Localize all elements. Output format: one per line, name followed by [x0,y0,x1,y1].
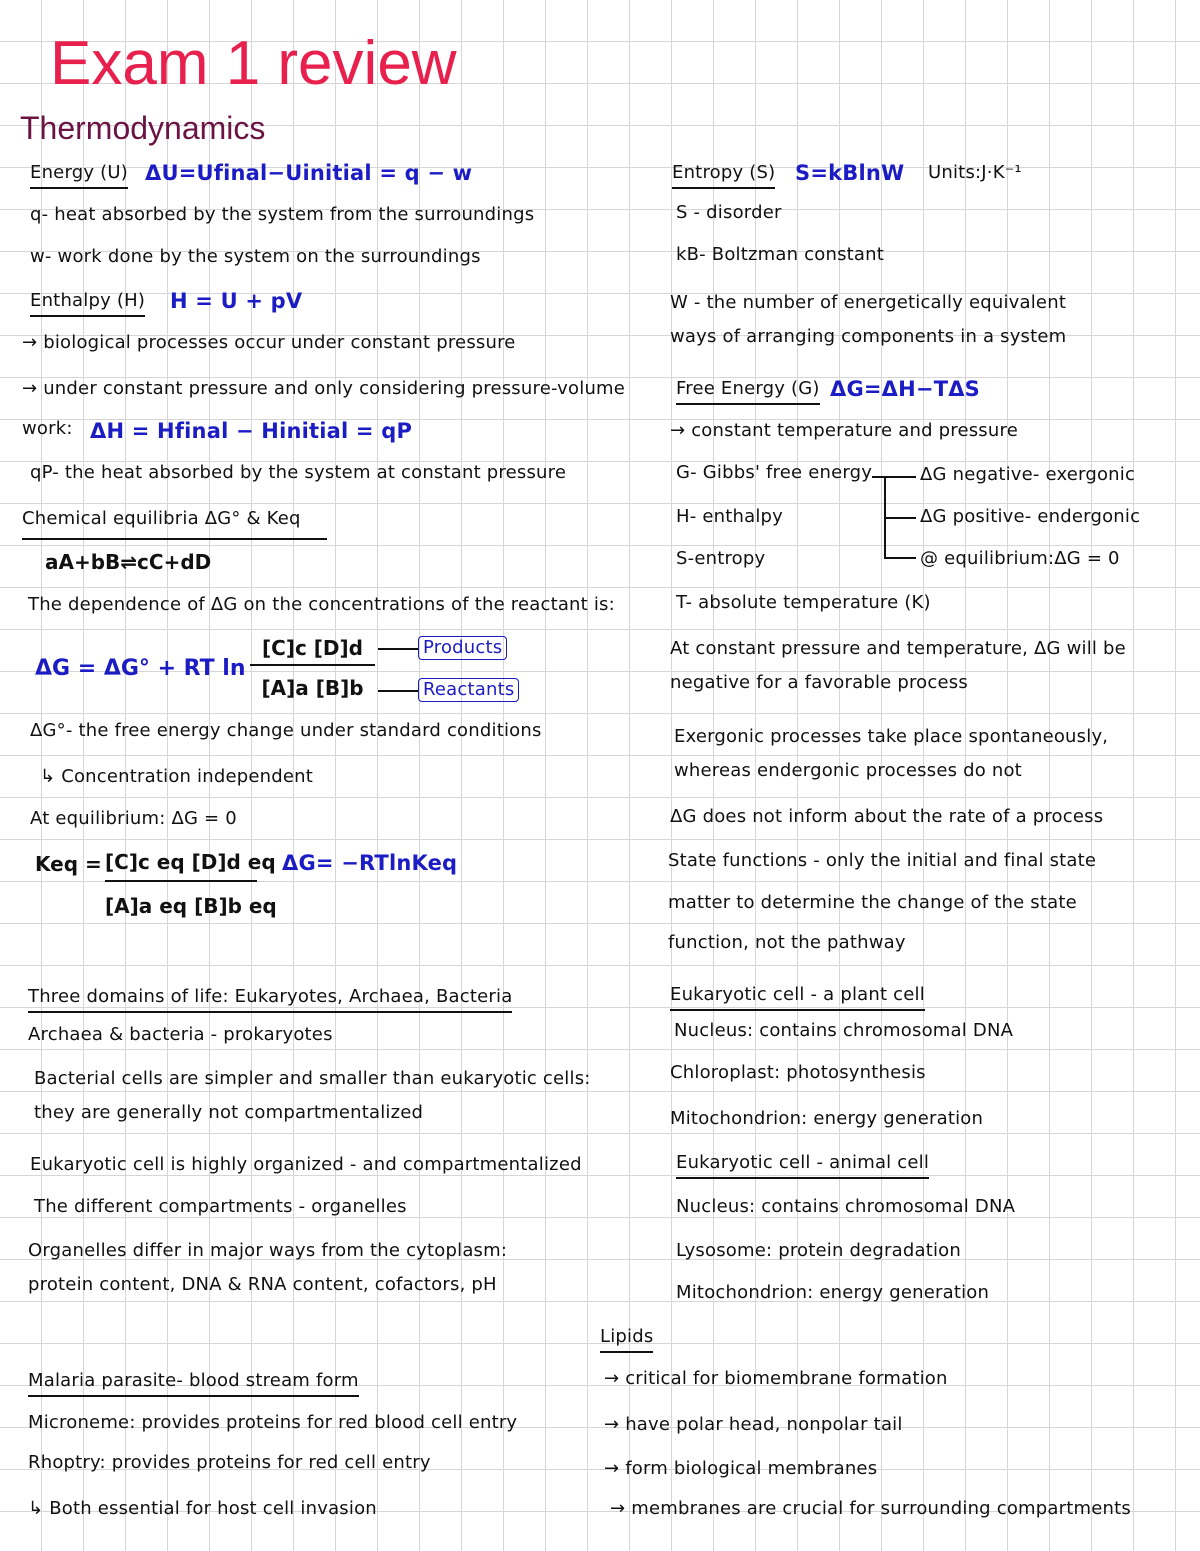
h-definition: H- enthalpy [676,506,784,527]
reactants-label: Reactants [418,678,519,702]
keq-denominator: [A]a eq [B]b eq [105,894,277,918]
lipids-heading: Lipids [600,1326,653,1353]
dependence-text: The dependence of ΔG on the concentrations of the reactant is: [28,594,615,615]
s-definition: S - disorder [676,202,782,223]
rhoptry-note: Rhoptry: provides proteins for red cell entry [28,1452,431,1473]
bacterial-cells-2: they are generally not compartmentalized [34,1102,424,1123]
bio-process-note: → biological processes occur under constant pressure [22,332,516,353]
constant-temp-note: → constant temperature and pressure [670,420,1018,441]
plant-cell-heading: Eukaryotic cell - a plant cell [670,984,925,1011]
entropy-equation: S=kBlnW [795,161,905,185]
favorable-1: At constant pressure and temperature, ΔG will be [670,638,1126,659]
s-definition-2: S-entropy [676,548,766,569]
constant-pressure-note: → under constant pressure and only considering pressure-volume [22,378,626,399]
spontaneous-2: whereas endergonic processes do not [674,760,1022,781]
plant-nucleus: Nucleus: contains chromosomal DNA [674,1020,1014,1041]
state-functions-3: function, not the pathway [668,932,906,953]
energy-label: Energy (U) [30,162,128,189]
g-definition: G- Gibbs' free energy [676,462,873,483]
w-definition-2: ways of arranging components in a system [670,326,1067,347]
enthalpy-equation: H = U + pV [170,289,303,313]
fraction-bar [105,880,257,882]
keq-numerator: [C]c eq [D]d eq [105,850,276,874]
delta-g0-definition: ΔG°- the free energy change under standard conditions [30,720,542,741]
bracket-line [884,517,916,519]
endergonic-note: ΔG positive- endergonic [920,506,1141,527]
lipids-crucial: → membranes are crucial for surrounding compartments [610,1498,1131,1519]
lysosome-note: Lysosome: protein degradation [676,1240,962,1261]
products-label: Products [418,636,507,660]
enthalpy-label: Enthalpy (H) [30,290,145,317]
animal-cell-heading: Eukaryotic cell - animal cell [676,1152,929,1179]
page-title: Exam 1 review [50,29,457,98]
section-title-thermodynamics: Thermodynamics [20,110,266,146]
delta-g-numerator: [C]c [D]d [262,636,363,660]
animal-nucleus: Nucleus: contains chromosomal DNA [676,1196,1016,1217]
reaction-equation: aA+bB⇌cC+dD [45,550,212,574]
divider [22,538,327,540]
lipids-polar: → have polar head, nonpolar tail [604,1414,903,1435]
chloroplast-note: Chloroplast: photosynthesis [670,1062,926,1083]
t-definition: T- absolute temperature (K) [676,592,931,613]
delta-g-denominator: [A]a [B]b [261,676,364,700]
three-domains: Three domains of life: Eukaryotes, Archaea, Bacteria [28,986,512,1013]
animal-mitochondrion: Mitochondrion: energy generation [676,1282,990,1303]
lipids-form: → form biological membranes [604,1458,878,1479]
organelles-differ-1: Organelles differ in major ways from the cytoplasm: [28,1240,508,1261]
bracket-line [884,557,916,559]
arrow-line [378,690,418,692]
at-equilibrium: At equilibrium: ΔG = 0 [30,808,237,829]
equilibrium-note: @ equilibrium:ΔG = 0 [920,548,1120,569]
state-functions-2: matter to determine the change of the state [668,892,1077,913]
bacterial-cells-1: Bacterial cells are simpler and smaller than eukaryotic cells: [34,1068,591,1089]
kb-definition: kB- Boltzman constant [676,244,885,265]
w-definition: w- work done by the system on the surroundings [30,246,481,267]
microneme-note: Microneme: provides proteins for red blood cell entry [28,1412,518,1433]
malaria-parasite: Malaria parasite- blood stream form [28,1370,359,1397]
chemical-equilibria-label: Chemical equilibria ΔG° & Keq [22,508,301,529]
plant-mitochondrion: Mitochondrion: energy generation [670,1108,984,1129]
free-energy-equation: ΔG=ΔH−TΔS [830,377,981,401]
w-definition-1: W - the number of energetically equivalent [670,292,1067,313]
organelles-note: The different compartments - organelles [34,1196,407,1217]
energy-equation: ΔU=Ufinal−Uinitial = q − w [145,161,473,185]
arrow-line [378,648,418,650]
favorable-2: negative for a favorable process [670,672,968,693]
entropy-label: Entropy (S) [672,162,775,189]
concentration-independent: ↳ Concentration independent [40,766,314,787]
organelles-differ-2: protein content, DNA & RNA content, cofactors, pH [28,1274,497,1295]
state-functions-1: State functions - only the initial and final state [668,850,1097,871]
rate-note: ΔG does not inform about the rate of a process [670,806,1104,827]
lipids-critical: → critical for biomembrane formation [604,1368,948,1389]
work-label: work: [22,418,73,439]
fraction-bar [250,664,375,666]
prokaryotes-note: Archaea & bacteria - prokaryotes [28,1024,333,1045]
free-energy-label: Free Energy (G) [676,378,820,405]
q-definition: q- heat absorbed by the system from the surroundings [30,204,535,225]
keq-equation: ΔG= −RTlnKeq [282,851,458,875]
delta-g-lhs: ΔG = ΔG° + RT ln [35,656,246,681]
both-essential-note: ↳ Both essential for host cell invasion [28,1498,377,1519]
qp-definition: qP- the heat absorbed by the system at constant pressure [30,462,567,483]
keq-lhs: Keq = [35,852,102,876]
exergonic-note: ΔG negative- exergonic [920,464,1136,485]
entropy-units: Units:J·K⁻¹ [928,162,1022,183]
spontaneous-1: Exergonic processes take place spontaneously, [674,726,1109,747]
work-equation: ΔH = Hfinal − Hinitial = qP [90,419,413,443]
bracket-line [872,476,916,478]
eukaryotic-organized: Eukaryotic cell is highly organized - and compartmentalized [30,1154,582,1175]
